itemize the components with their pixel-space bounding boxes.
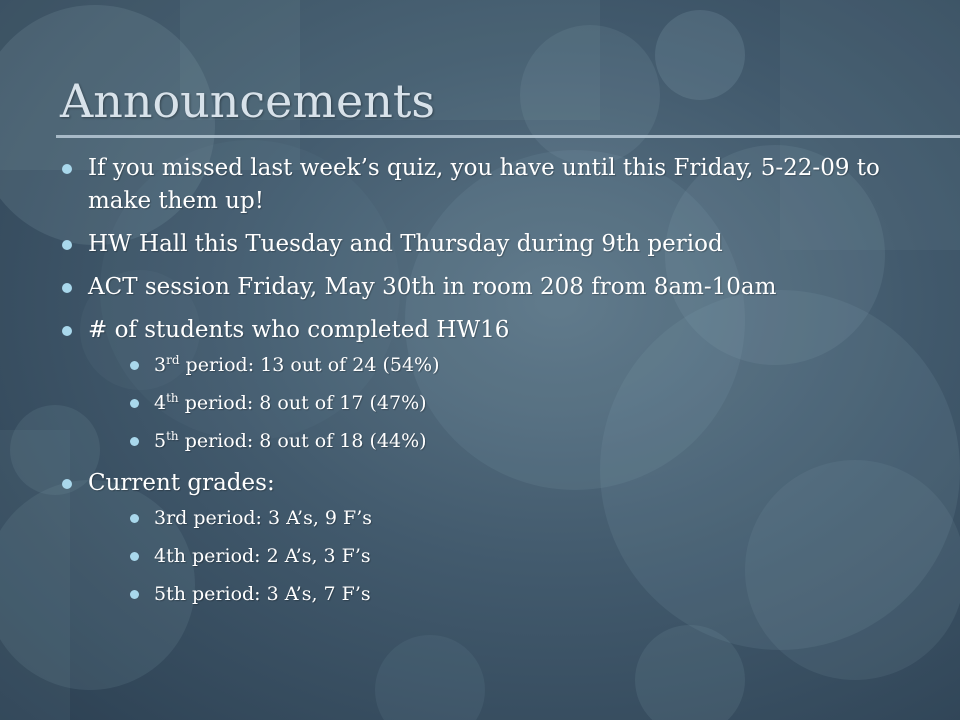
bullet-icon	[130, 361, 139, 370]
sub-list-item	[88, 544, 940, 568]
grade-summary: 5th period: 3 A’s, 7 F’s	[154, 583, 371, 605]
list-item	[60, 467, 940, 606]
sub-list-item	[88, 391, 940, 415]
bullet-icon	[130, 399, 139, 408]
sub-list-item	[88, 353, 940, 377]
title-divider	[56, 135, 960, 138]
list-item	[60, 228, 940, 261]
bullet-icon	[130, 514, 139, 523]
bullet-icon	[130, 552, 139, 561]
bullet-icon	[130, 590, 139, 599]
grade-summary: 3rd period: 3 A’s, 9 F’s	[154, 507, 373, 529]
slide-title: Announcements	[60, 74, 435, 128]
bullet-icon	[62, 240, 72, 250]
list-item-text: HW Hall this Tuesday and Thursday during 9th period	[88, 231, 723, 257]
ordinal-suffix: th	[166, 391, 179, 405]
bullet-list	[60, 152, 940, 606]
sub-list-item-text	[154, 392, 427, 414]
ordinal-suffix: th	[166, 429, 179, 443]
ordinal-suffix: rd	[166, 353, 180, 367]
bullet-icon	[62, 326, 72, 336]
grade-summary: 4th period: 2 A’s, 3 F’s	[154, 545, 371, 567]
sub-list-item-text	[154, 354, 440, 376]
bullet-icon	[62, 164, 72, 174]
bullet-icon	[62, 479, 72, 489]
sub-list	[88, 353, 940, 453]
bullet-icon	[130, 437, 139, 446]
list-item	[60, 271, 940, 304]
sub-list-item	[88, 506, 940, 530]
completion-stat: period: 8 out of 18 (44%)	[178, 430, 427, 452]
bullet-icon	[62, 283, 72, 293]
sub-list	[88, 506, 940, 606]
slide-content	[60, 152, 940, 620]
completion-stat: period: 8 out of 17 (47%)	[178, 392, 427, 414]
sub-list-item	[88, 429, 940, 453]
sub-list-item	[88, 582, 940, 606]
period-number: 4	[154, 392, 167, 414]
period-number: 3	[154, 354, 167, 376]
list-item-text: # of students who completed HW16	[88, 317, 510, 343]
list-item	[60, 314, 940, 453]
completion-stat: period: 13 out of 24 (54%)	[179, 354, 440, 376]
list-item-text: If you missed last week’s quiz, you have until this Friday, 5-22-09 to make them up!	[88, 155, 880, 214]
list-item	[60, 152, 940, 218]
list-item-text: Current grades:	[88, 470, 275, 496]
period-number: 5	[154, 430, 167, 452]
sub-list-item-text	[154, 430, 427, 452]
list-item-text: ACT session Friday, May 30th in room 208 from 8am-10am	[88, 274, 777, 300]
